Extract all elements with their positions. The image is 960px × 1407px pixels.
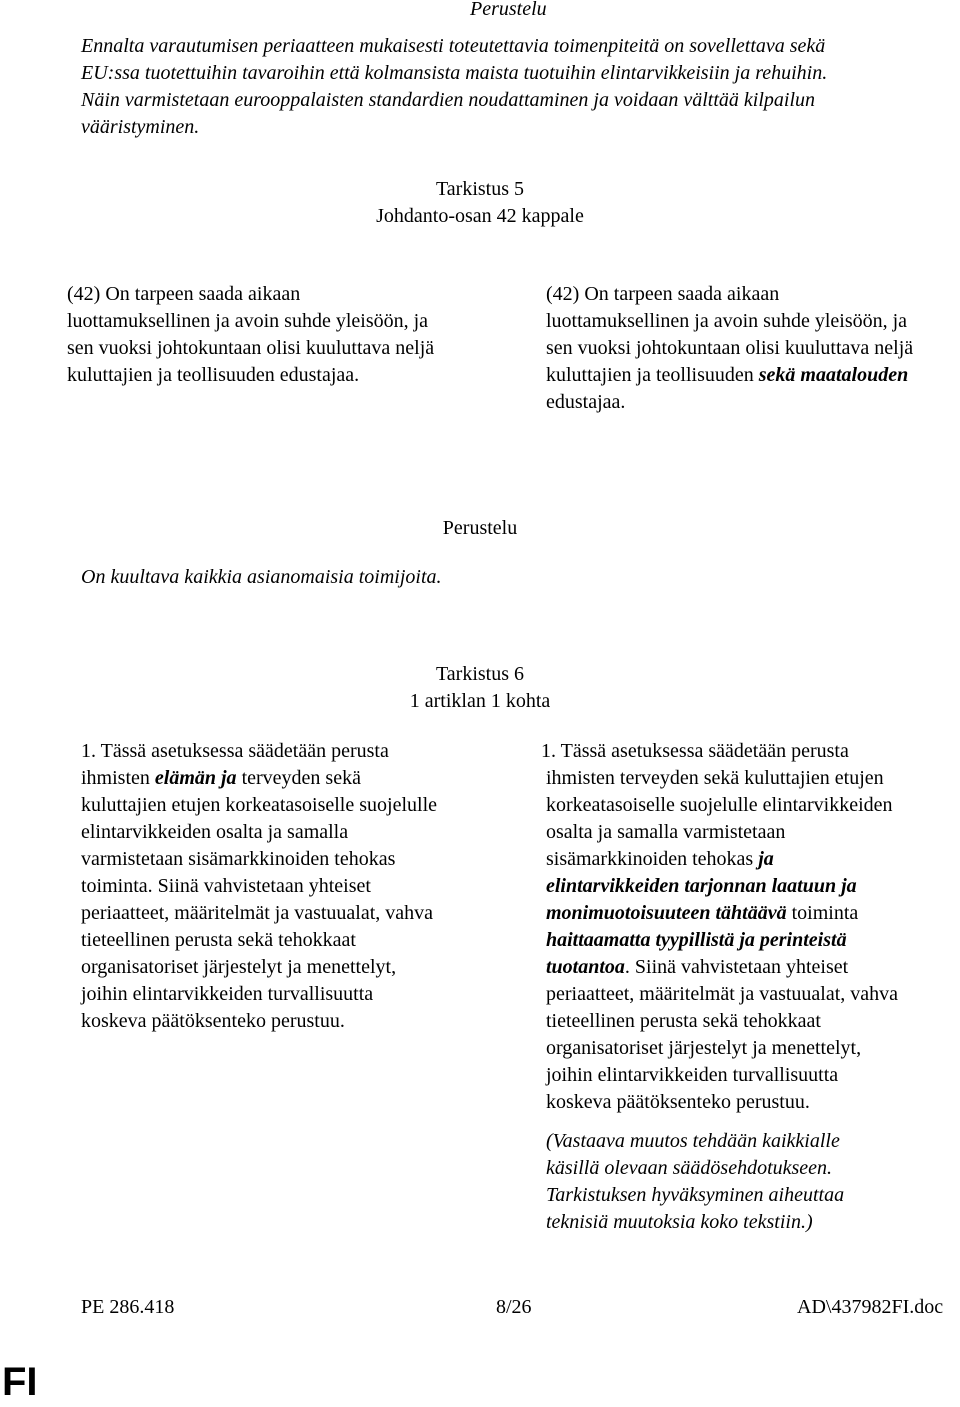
text-run: . Siinä vahvistetaan yhteiset	[624, 956, 849, 978]
text-line: osalta ja samalla varmistetaan	[546, 821, 786, 843]
text-line: Tarkistuksen hyväksyminen aiheuttaa	[546, 1184, 845, 1206]
amendment-5-justification: On kuultava kaikkia asianomaisia toimijoita.	[81, 566, 442, 588]
text-line: elintarvikkeiden osalta ja samalla	[81, 821, 349, 843]
text-line: periaatteet, määritelmät ja vastuualat, vahva	[546, 983, 899, 1005]
text-line: koskeva päätöksenteko perustuu.	[81, 1010, 345, 1032]
text-line: kuluttajien etujen korkeatasoiselle suojelulle	[81, 794, 438, 816]
amendment-5-justification-heading: Perustelu	[442, 517, 518, 539]
text-line	[81, 765, 437, 792]
text-line: (42) On tarpeen saada aikaan	[546, 283, 780, 305]
amended-text-run: elämän ja	[154, 767, 237, 789]
text-line: (42) On tarpeen saada aikaan	[67, 283, 301, 305]
text-line: sen vuoksi johtokuntaan olisi kuuluttava neljä	[546, 337, 914, 359]
footer-page-number: 8/26	[496, 1296, 532, 1318]
text-line: koskeva päätöksenteko perustuu.	[546, 1091, 810, 1113]
text-line: EU:ssa tuotettuihin tavaroihin että kolmansista maista tuotuihin elintarvikkeisiin ja rehuihin.	[81, 62, 828, 84]
text-run: kuluttajien ja teollisuuden	[546, 364, 759, 386]
amended-text-run: tuotantoa	[546, 956, 625, 978]
justification-paragraph	[81, 33, 827, 141]
text-run: ihmisten	[81, 767, 155, 789]
text-line: tieteellinen perusta sekä tehokkaat	[546, 1010, 821, 1032]
amendment-5-subtitle: Johdanto-osan 42 kappale	[376, 205, 584, 227]
amendment-5-title: Tarkistus 5	[435, 178, 525, 200]
amendment-5-amended-text	[546, 281, 913, 416]
text-line: teknisiä muutoksia koko tekstiin.)	[546, 1211, 813, 1233]
text-line: Näin varmistetaan eurooppalaisten standardien noudattaminen ja voidaan välttää kilpailun	[81, 89, 816, 111]
text-line: organisatoriset järjestelyt ja menettelyt,	[81, 956, 397, 978]
text-line	[541, 954, 898, 981]
amended-text-run: ja	[758, 848, 774, 870]
footer-document-name: AD\437982FI.doc	[797, 1296, 944, 1318]
text-line: käsillä olevaan säädösehdotukseen.	[546, 1157, 833, 1179]
text-line: ihmisten terveyden sekä kuluttajien etujen	[546, 767, 884, 789]
text-run: terveyden sekä	[236, 767, 361, 789]
text-line	[541, 873, 898, 900]
justification-heading-top: Perustelu	[470, 0, 547, 20]
amendment-5-original-text	[67, 281, 434, 389]
text-line: kuluttajien ja teollisuuden edustajaa.	[67, 364, 360, 386]
text-run: toiminta	[786, 902, 859, 924]
amendment-6-title: Tarkistus 6	[435, 663, 525, 685]
amendment-6-subtitle: 1 artiklan 1 kohta	[409, 690, 551, 712]
text-line: tieteellinen perusta sekä tehokkaat	[81, 929, 356, 951]
text-line	[541, 927, 898, 954]
text-line: edustajaa.	[546, 391, 626, 413]
amendment-6-note	[546, 1128, 844, 1236]
amended-text-run: haittaamatta tyypillistä ja perinteistä	[546, 929, 847, 951]
text-line: korkeatasoiselle suojelulle elintarvikkeiden	[546, 794, 893, 816]
language-code: FI	[2, 1360, 38, 1404]
text-line: joihin elintarvikkeiden turvallisuutta	[81, 983, 374, 1005]
text-line: 1. Tässä asetuksessa säädetään perusta	[81, 740, 389, 762]
amended-text-run: elintarvikkeiden tarjonnan laatuun ja	[546, 875, 857, 897]
amendment-6-amended-text	[541, 738, 898, 1116]
text-line: joihin elintarvikkeiden turvallisuutta	[546, 1064, 839, 1086]
text-line	[541, 900, 898, 927]
text-run: sisämarkkinoiden tehokas	[546, 848, 759, 870]
amendment-6-original-text	[81, 738, 437, 1035]
amended-text-run: sekä maatalouden	[758, 364, 909, 386]
text-line: luottamuksellinen ja avoin suhde yleisöön, ja	[546, 310, 908, 332]
text-line	[546, 362, 913, 389]
text-line: vääristyminen.	[81, 116, 200, 138]
text-line: luottamuksellinen ja avoin suhde yleisöön, ja	[67, 310, 429, 332]
text-line: 1. Tässä asetuksessa säädetään perusta	[541, 740, 849, 762]
text-line: (Vastaava muutos tehdään kaikkialle	[546, 1130, 840, 1152]
text-line: varmistetaan sisämarkkinoiden tehokas	[81, 848, 396, 870]
text-line: periaatteet, määritelmät ja vastuualat, vahva	[81, 902, 434, 924]
text-line: sen vuoksi johtokuntaan olisi kuuluttava neljä	[67, 337, 435, 359]
text-line: toiminta. Siinä vahvistetaan yhteiset	[81, 875, 371, 897]
text-line	[541, 846, 898, 873]
footer-reference: PE 286.418	[81, 1296, 175, 1318]
text-line: organisatoriset järjestelyt ja menettelyt,	[546, 1037, 862, 1059]
text-line: Ennalta varautumisen periaatteen mukaisesti toteutettavia toimenpiteitä on sovellettava sekä	[81, 35, 826, 57]
amended-text-run: monimuotoisuuteen tähtäävä	[546, 902, 787, 924]
